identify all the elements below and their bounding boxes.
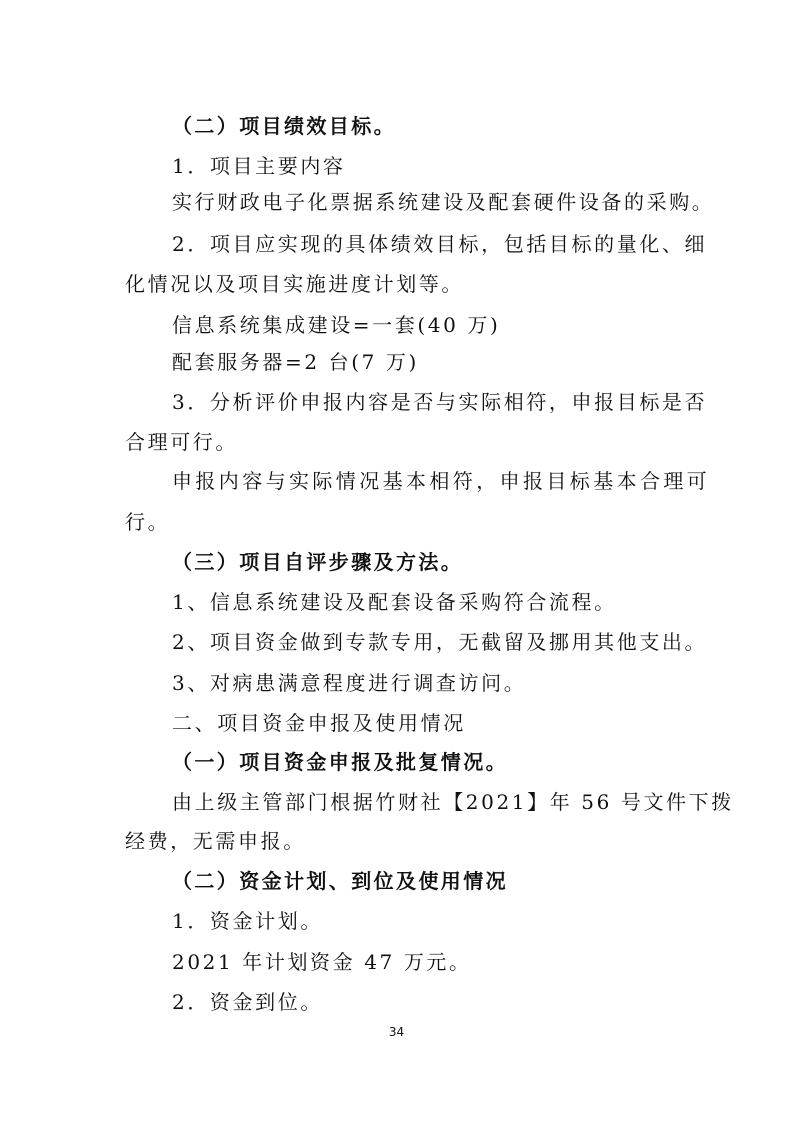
paragraph: 化情况以及项目实施进度计划等。 bbox=[125, 272, 464, 296]
paragraph: 经费，无需申报。 bbox=[125, 829, 306, 853]
heading-fund-application: （一）项目资金申报及批复情况。 bbox=[172, 750, 508, 774]
paragraph: 合理可行。 bbox=[125, 430, 238, 454]
paragraph: 1、信息系统建设及配套设备采购符合流程。 bbox=[172, 590, 617, 614]
paragraph: 3．分析评价申报内容是否与实际相符，申报目标是否 bbox=[172, 390, 708, 414]
paragraph: 信息系统集成建设=一套(40 万) bbox=[172, 313, 501, 337]
paragraph: 2．项目应实现的具体绩效目标，包括目标的量化、细 bbox=[172, 232, 708, 256]
paragraph: 1．资金计划。 bbox=[172, 909, 323, 933]
heading-self-evaluation-steps: （三）项目自评步骤及方法。 bbox=[172, 550, 464, 574]
paragraph: 配套服务器=2 台(7 万) bbox=[172, 350, 419, 374]
paragraph: 3、对病患满意程度进行调查访问。 bbox=[172, 671, 527, 695]
paragraph: 1．项目主要内容 bbox=[172, 154, 346, 178]
heading-performance-goals: （二）项目绩效目标。 bbox=[172, 114, 396, 138]
paragraph: 申报内容与实际情况基本相符，申报目标基本合理可 bbox=[172, 469, 711, 493]
paragraph: 实行财政电子化票据系统建设及配套硬件设备的采购。 bbox=[172, 190, 715, 214]
paragraph: 2．资金到位。 bbox=[172, 990, 323, 1014]
heading-fund-plan: （二）资金计划、到位及使用情况 bbox=[172, 869, 508, 893]
paragraph: 行。 bbox=[125, 510, 171, 534]
paragraph: 2、项目资金做到专款专用，无截留及挪用其他支出。 bbox=[172, 630, 708, 654]
page-number: 34 bbox=[388, 1025, 405, 1039]
paragraph: 2021 年计划资金 47 万元。 bbox=[172, 950, 472, 974]
section-heading: 二、项目资金申报及使用情况 bbox=[172, 711, 466, 735]
paragraph: 由上级主管部门根据竹财社【2021】年 56 号文件下拨 bbox=[172, 790, 734, 814]
